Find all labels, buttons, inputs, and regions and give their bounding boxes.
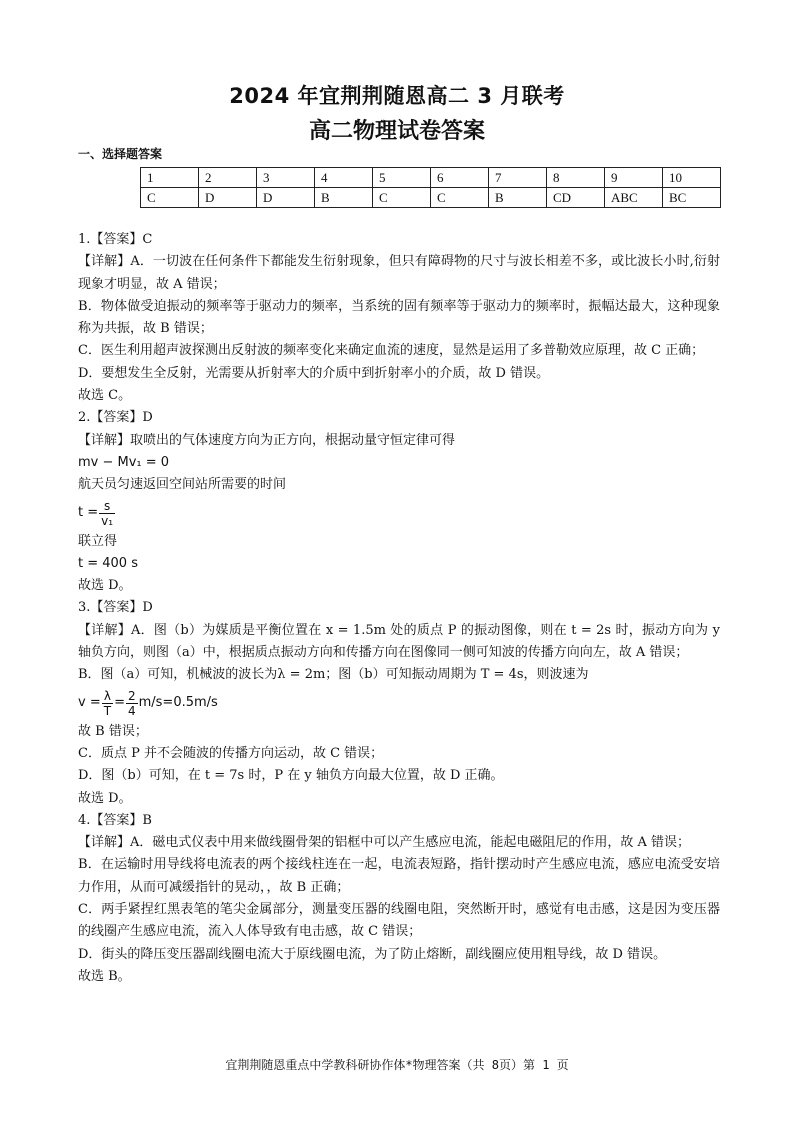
table-cell: B — [489, 188, 547, 208]
table-cell: 9 — [605, 168, 663, 188]
fraction-denominator: T — [103, 704, 112, 719]
q2-explanation: 【详解】取喷出的气体速度方向为正方向，根据动量守恒定律可得 — [78, 432, 456, 448]
table-cell: C — [431, 188, 489, 208]
table-cell: 7 — [489, 168, 547, 188]
q3-conclusion: 故选 D。 — [78, 790, 132, 806]
solutions-body — [78, 229, 720, 988]
table-cell: D — [199, 188, 257, 208]
answer-row — [141, 188, 721, 208]
fraction-denominator: 4 — [127, 704, 136, 719]
table-cell: C — [373, 188, 431, 208]
exam-title: 2024 年宜荆荆随恩高二 3 月联考 — [229, 84, 565, 108]
table-cell: 10 — [663, 168, 721, 188]
q2-text-combine: 联立得 — [78, 533, 118, 549]
table-cell: B — [315, 188, 373, 208]
q3-text-b-wrong: 故 B 错误； — [78, 723, 148, 739]
q2-answer: 2.【答案】D — [78, 410, 153, 426]
question-number-row — [141, 168, 721, 188]
table-cell: 6 — [431, 168, 489, 188]
table-cell: 5 — [373, 168, 431, 188]
table-cell: D — [257, 188, 315, 208]
q4-explanation-b: B．在运输时用导线将电流表的两个接线柱连在一起，电流表短路，指针摆动时产生感应电流，感应电流受安培力作用，从而可减缓指针的晃动，，故 B 正确； — [78, 857, 720, 895]
fraction — [102, 689, 113, 718]
eq-lhs: v = — [78, 695, 101, 711]
exam-subtitle: 高二物理试卷答案 — [308, 119, 485, 144]
q1-explanation-c: C．医生利用超声波探测出反射波的频率变化来确定血流的速度，显然是运用了多普勒效应原理，故 C 正确； — [78, 343, 705, 359]
table-cell: CD — [547, 188, 605, 208]
fraction-denominator: v₁ — [101, 514, 114, 529]
q2-text-time: 航天员匀速返回空间站所需要的时间 — [78, 477, 287, 493]
table-cell: 8 — [547, 168, 605, 188]
page-footer: 宜荆荆随恩重点中学教科研协作体*物理答案（共 8页）第 1 页 — [225, 1058, 569, 1072]
table-cell: ABC — [605, 188, 663, 208]
table-cell: BC — [663, 188, 721, 208]
q1-explanation-d: D．要想发生全反射，光需要从折射率大的介质中到折射率小的介质，故 D 错误。 — [78, 365, 550, 381]
q1-answer: 1.【答案】C — [78, 232, 153, 247]
table-cell: C — [141, 188, 199, 208]
q3-equation-speed — [78, 687, 720, 721]
table-cell: 3 — [257, 168, 315, 188]
q4-explanation-d: D．街头的降压变压器副线圈电流大于原线圈电流，为了防止熔断，副线圈应使用粗导线，故 D 错误。 — [78, 946, 667, 962]
table-cell: 1 — [141, 168, 199, 188]
eq-lhs: t = — [78, 505, 99, 521]
table-cell: 2 — [199, 168, 257, 188]
fraction-numerator: s — [99, 499, 115, 514]
eq-equals: = — [114, 695, 125, 711]
q3-explanation-d: D．图（b）可知，在 t = 7s 时，P 在 y 轴负方向最大位置，故 D 正确。 — [78, 768, 504, 784]
answer-table — [140, 167, 721, 208]
fraction-numerator: λ — [102, 689, 113, 704]
table-cell: 4 — [315, 168, 373, 188]
q3-answer: 3.【答案】D — [78, 600, 153, 616]
q4-explanation-c: C．两手紧捏红黑表笔的笔尖金属部分，测量变压器的线圈电阻，突然断开时，感觉有电击感，这是因为变压器的线圈产生感应电流，流入人体导致有电击感，故 C 错误； — [78, 902, 720, 940]
q2-equation-result: t = 400 s — [78, 555, 138, 571]
fraction — [126, 689, 138, 718]
q4-answer: 4.【答案】B — [78, 812, 152, 828]
q3-explanation-b: B．图（a）可知，机械波的波长为λ = 2m；图（b）可知振动周期为 T = 4s，则波速为 — [78, 667, 589, 683]
q3-explanation-a: 【详解】A．图（b）为媒质是平衡位置在 x = 1.5m 处的质点 P 的振动图像，则在 t = 2s 时，振动方向为 y 轴负方向，则图（a）中，根据质点振动方向和传播方向在图像同一侧可知波的传播方向向左，故 A 错误； — [78, 622, 720, 661]
q3-explanation-c: C．质点 P 并不会随波的传播方向运动，故 C 错误； — [78, 745, 384, 761]
q2-equation-time — [78, 497, 720, 531]
fraction-numerator: 2 — [127, 689, 136, 704]
q2-equation-momentum: mv − Mv₁ = 0 — [78, 454, 170, 470]
section-heading: 一、选择题答案 — [78, 147, 163, 161]
q4-conclusion: 故选 B。 — [78, 968, 131, 984]
q1-explanation-a: 【详解】A．一切波在任何条件下都能发生衍射现象，但只有障碍物的尺寸与波长相差不多，或比波长小时,衍射现象才明显，故 A 错误； — [78, 254, 720, 292]
q2-conclusion: 故选 D。 — [78, 578, 132, 594]
q1-explanation-b: B．物体做受迫振动的频率等于驱动力的频率，当系统的固有频率等于驱动力的频率时，振幅达最大，这种现象称为共振，故 B 错误； — [78, 298, 720, 337]
q1-conclusion: 故选 C。 — [78, 388, 132, 404]
fraction — [99, 499, 115, 528]
eq-tail: m/s=0.5m/s — [138, 695, 218, 711]
q4-explanation-a: 【详解】A．磁电式仪表中用来做线圈骨架的铝框中可以产生感应电流，能起电磁阻尼的作用，故 A 错误； — [78, 835, 691, 851]
